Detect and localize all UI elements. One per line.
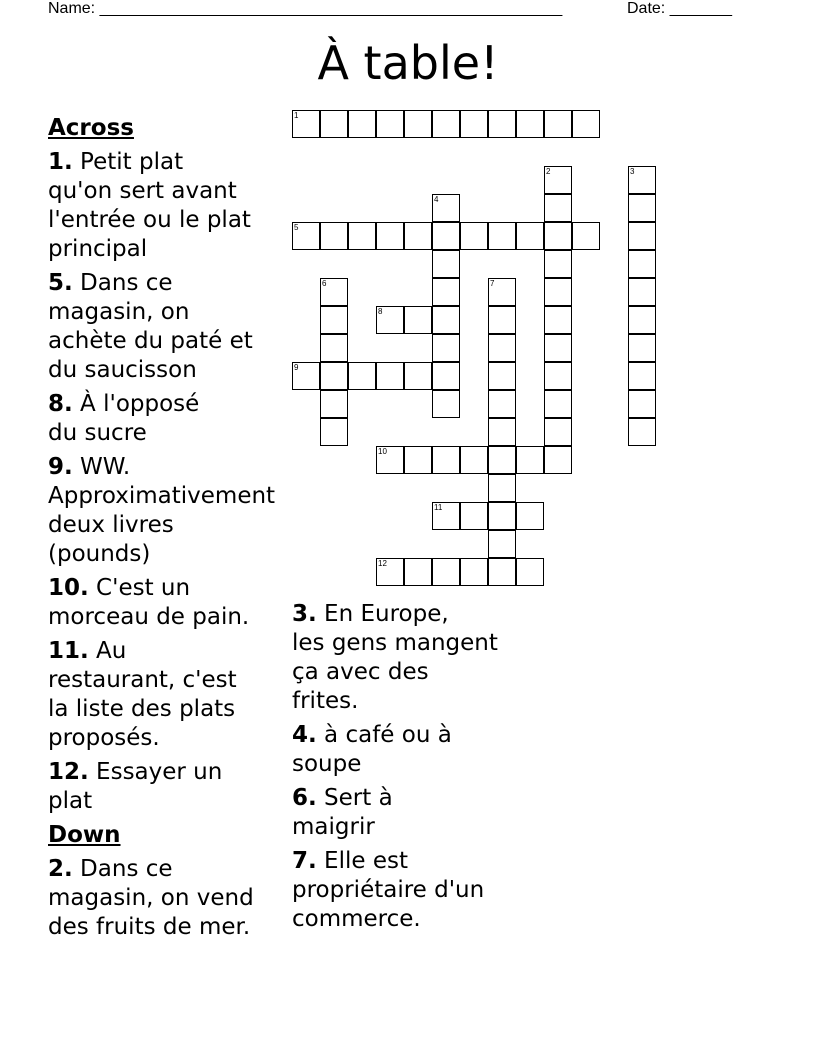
- grid-cell[interactable]: [432, 502, 460, 530]
- grid-cell[interactable]: [572, 222, 600, 250]
- grid-cell[interactable]: [320, 306, 348, 334]
- clue-number: 11.: [48, 638, 89, 664]
- grid-cell[interactable]: [516, 110, 544, 138]
- clue-number: 5.: [48, 270, 73, 296]
- clue-text: Essayer un plat: [48, 759, 223, 814]
- clue-text: Sert à maigrir: [292, 785, 393, 840]
- cell-number: 3: [630, 167, 635, 176]
- grid-cell[interactable]: [516, 446, 544, 474]
- clue-text: C'est un morceau de pain.: [48, 575, 250, 630]
- grid-cell[interactable]: [544, 278, 572, 306]
- grid-cell[interactable]: [488, 474, 516, 502]
- grid-cell[interactable]: [516, 502, 544, 530]
- grid-cell[interactable]: [628, 306, 656, 334]
- grid-cell[interactable]: [628, 362, 656, 390]
- cell-number: 11: [434, 503, 443, 512]
- grid-cell[interactable]: [572, 110, 600, 138]
- grid-cell[interactable]: [432, 222, 460, 250]
- grid-cell[interactable]: [488, 418, 516, 446]
- grid-cell[interactable]: [460, 558, 488, 586]
- clue-number: 8.: [48, 391, 73, 417]
- grid-cell[interactable]: [404, 558, 432, 586]
- cell-number: 8: [378, 307, 383, 316]
- grid-cell[interactable]: [516, 222, 544, 250]
- grid-cell[interactable]: [404, 222, 432, 250]
- clue-text: WW. Approximativement deux livres (pounds): [48, 454, 276, 567]
- grid-cell[interactable]: [292, 110, 320, 138]
- grid-cell[interactable]: [488, 110, 516, 138]
- grid-cell[interactable]: [544, 250, 572, 278]
- cell-number: 1: [294, 111, 299, 120]
- grid-cell[interactable]: [320, 362, 348, 390]
- grid-cell[interactable]: [320, 418, 348, 446]
- grid-cell[interactable]: [460, 502, 488, 530]
- grid-cell[interactable]: [320, 222, 348, 250]
- grid-cell[interactable]: [376, 362, 404, 390]
- cell-number: 9: [294, 363, 299, 372]
- grid-cell[interactable]: [376, 110, 404, 138]
- grid-cell[interactable]: [628, 250, 656, 278]
- grid-cell[interactable]: [432, 194, 460, 222]
- cell-number: 5: [294, 223, 299, 232]
- grid-cell[interactable]: [544, 390, 572, 418]
- grid-cell[interactable]: [628, 418, 656, 446]
- clue-text: à café ou à soupe: [292, 722, 452, 777]
- grid-cell[interactable]: [628, 278, 656, 306]
- grid-cell[interactable]: [628, 334, 656, 362]
- grid-cell[interactable]: [628, 194, 656, 222]
- grid-cell[interactable]: [320, 278, 348, 306]
- grid-cell[interactable]: [488, 334, 516, 362]
- grid-cell[interactable]: [628, 222, 656, 250]
- cell-number: 6: [322, 279, 327, 288]
- grid-cell[interactable]: [488, 558, 516, 586]
- clue-number: 7.: [292, 848, 317, 874]
- grid-cell[interactable]: [348, 362, 376, 390]
- clue-number: 4.: [292, 722, 317, 748]
- name-line[interactable]: Name: ____________________________________________________: [48, 0, 563, 17]
- page-title: À table!: [317, 36, 499, 90]
- grid-cell[interactable]: [488, 362, 516, 390]
- clue-text: Petit plat qu'on sert avant l'entrée ou le plat principal: [48, 149, 251, 262]
- grid-cell[interactable]: [628, 166, 656, 194]
- grid-cell[interactable]: [488, 278, 516, 306]
- grid-cell[interactable]: [516, 558, 544, 586]
- grid-cell[interactable]: [460, 110, 488, 138]
- grid-cell[interactable]: [544, 306, 572, 334]
- cell-number: 7: [490, 279, 495, 288]
- clue-number: 10.: [48, 575, 89, 601]
- cell-number: 4: [434, 195, 439, 204]
- grid-cell[interactable]: [292, 222, 320, 250]
- grid-cell[interactable]: [544, 110, 572, 138]
- grid-cell[interactable]: [544, 418, 572, 446]
- grid-cell[interactable]: [544, 334, 572, 362]
- grid-cell[interactable]: [488, 306, 516, 334]
- clue-number: 12.: [48, 759, 89, 785]
- clue-text: Elle est propriétaire d'un commerce.: [292, 848, 485, 932]
- grid-cell[interactable]: [544, 362, 572, 390]
- cell-number: 2: [546, 167, 551, 176]
- grid-cell[interactable]: [488, 502, 516, 530]
- grid-cell[interactable]: [320, 334, 348, 362]
- date-line[interactable]: Date: _______: [627, 0, 732, 17]
- clue-number: 2.: [48, 856, 73, 882]
- grid-cell[interactable]: [544, 446, 572, 474]
- grid-cell[interactable]: [432, 306, 460, 334]
- grid-cell[interactable]: [432, 362, 460, 390]
- cell-number: 10: [378, 447, 387, 456]
- across-heading: Across: [48, 115, 134, 141]
- grid-cell[interactable]: [544, 222, 572, 250]
- grid-cell[interactable]: [348, 110, 376, 138]
- grid-cell[interactable]: [320, 390, 348, 418]
- grid-cell[interactable]: [432, 390, 460, 418]
- grid-cell[interactable]: [432, 110, 460, 138]
- clue-number: 6.: [292, 785, 317, 811]
- grid-cell[interactable]: [488, 390, 516, 418]
- grid-cell[interactable]: [376, 222, 404, 250]
- grid-cell[interactable]: [432, 334, 460, 362]
- clue-text: Dans ce magasin, on achète du paté et du saucisson: [48, 270, 253, 383]
- clue-number: 3.: [292, 601, 317, 627]
- grid-cell[interactable]: [460, 446, 488, 474]
- grid-cell[interactable]: [488, 530, 516, 558]
- grid-cell[interactable]: [460, 222, 488, 250]
- grid-cell[interactable]: [628, 390, 656, 418]
- grid-cell[interactable]: [488, 222, 516, 250]
- grid-cell[interactable]: [292, 362, 320, 390]
- grid-cell[interactable]: [404, 306, 432, 334]
- grid-cell[interactable]: [544, 194, 572, 222]
- grid-cell[interactable]: [320, 110, 348, 138]
- down-heading: Down: [48, 822, 121, 848]
- clue-number: 1.: [48, 149, 73, 175]
- grid-cell[interactable]: [432, 558, 460, 586]
- grid-cell[interactable]: [348, 222, 376, 250]
- clue-number: 9.: [48, 454, 73, 480]
- grid-cell[interactable]: [376, 306, 404, 334]
- clue-text: Dans ce magasin, on vend des fruits de mer.: [48, 856, 254, 940]
- grid-cell[interactable]: [488, 446, 516, 474]
- grid-cell[interactable]: [376, 558, 404, 586]
- grid-cell[interactable]: [404, 446, 432, 474]
- grid-cell[interactable]: [544, 166, 572, 194]
- cell-number: 12: [378, 559, 387, 568]
- grid-cell[interactable]: [404, 362, 432, 390]
- grid-cell[interactable]: [376, 446, 404, 474]
- clue-text: À l'opposé du sucre: [48, 391, 200, 446]
- grid-cell[interactable]: [432, 250, 460, 278]
- grid-cell[interactable]: [404, 110, 432, 138]
- grid-cell[interactable]: [432, 446, 460, 474]
- grid-cell[interactable]: [432, 278, 460, 306]
- clue-text: En Europe, les gens mangent ça avec des frites.: [292, 601, 498, 714]
- clue-text: Au restaurant, c'est la liste des plats proposés.: [48, 638, 237, 751]
